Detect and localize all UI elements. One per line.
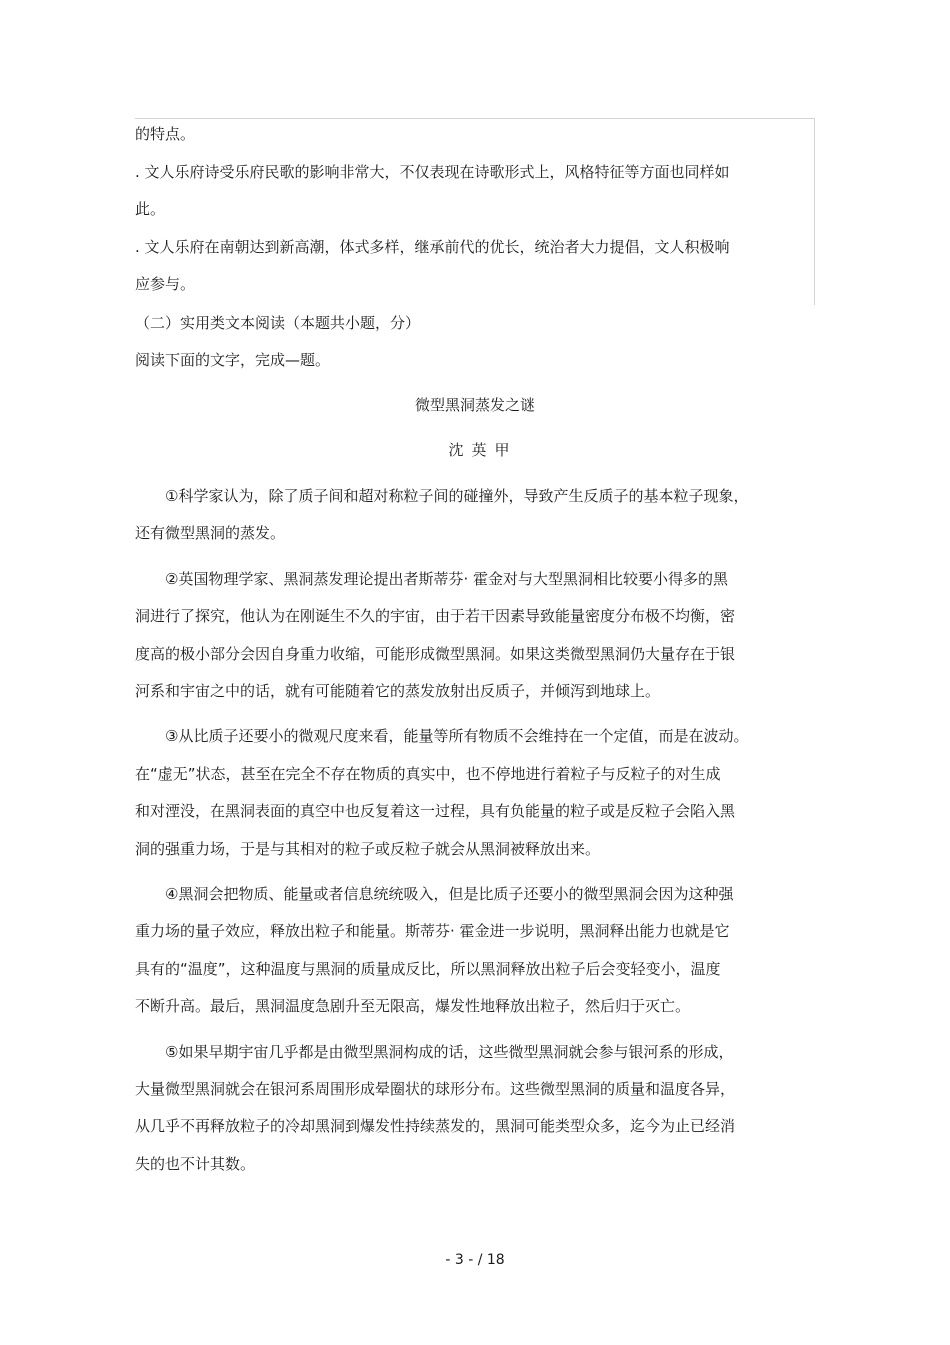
paragraph-line: 从几乎不再释放粒子的冷却黑洞到爆发性持续蒸发的，黑洞可能类型众多，迄今为止已经消 xyxy=(135,1117,736,1135)
paragraph-line: 洞进行了探究，他认为在刚诞生不久的宇宙，由于若干因素导致能量密度分布极不均衡，密 xyxy=(135,607,736,625)
question-box-border xyxy=(135,118,815,305)
paragraph-line: 度高的极小部分会因自身重力收缩，可能形成微型黑洞。如果这类微型黑洞仍大量存在于银 xyxy=(135,645,736,663)
paragraph-line: ④黑洞会把物质、能量或者信息统统吸入，但是比质子还要小的微型黑洞会因为这种强 xyxy=(135,885,734,903)
paragraph-line: 大量微型黑洞就会在银河系周围形成晕圈状的球形分布。这些微型黑洞的质量和温度各异， xyxy=(135,1080,736,1098)
article-author: 沈英甲 xyxy=(448,441,518,459)
paragraph-line: 河系和宇宙之中的话，就有可能随着它的蒸发放射出反质子，并倾泻到地球上。 xyxy=(135,682,661,700)
paragraph-line: ⑤如果早期宇宙几乎都是由微型黑洞构成的话，这些微型黑洞就会参与银河系的形成， xyxy=(135,1043,734,1061)
paragraph-line: 失的也不计其数。 xyxy=(135,1155,256,1173)
section-instruction: 阅读下面的文字，完成—题。 xyxy=(135,351,331,369)
paragraph-line: 和对湮没，在黑洞表面的真空中也反复着这一过程，具有负能量的粒子或是反粒子会陷入黑 xyxy=(135,802,736,820)
paragraph-line: ③从比质子还要小的微观尺度来看，能量等所有物质不会维持在一个定值，而是在波动。 xyxy=(135,727,749,745)
paragraph-line: ②英国物理学家、黑洞蒸发理论提出者斯蒂芬· 霍金对与大型黑洞相比较要小得多的黑 xyxy=(135,570,728,588)
box-line: . 文人乐府在南朝达到新高潮，体式多样，继承前代的优长，统治者大力提倡，文人积极响 xyxy=(135,238,730,256)
paragraph-line: 重力场的量子效应，释放出粒子和能量。斯蒂芬· 霍金进一步说明，黑洞释出能力也就是它 xyxy=(135,922,730,940)
paragraph-line: 具有的“温度”，这种温度与黑洞的质量成反比，所以黑洞释放出粒子后会变轻变小，温度 xyxy=(135,960,721,978)
box-line: 此。 xyxy=(135,200,166,218)
section-heading: （二）实用类文本阅读（本题共小题，分） xyxy=(135,314,421,332)
paragraph-line: 还有微型黑洞的蒸发。 xyxy=(135,524,286,542)
box-line: . 文人乐府诗受乐府民歌的影响非常大，不仅表现在诗歌形式上，风格特征等方面也同样如 xyxy=(135,163,730,181)
paragraph-line: ①科学家认为，除了质子间和超对称粒子间的碰撞外，导致产生反质子的基本粒子现象， xyxy=(135,487,749,505)
paragraph-line: 不断升高。最后，黑洞温度急剧升至无限高，爆发性地释放出粒子，然后归于灭亡。 xyxy=(135,997,691,1015)
paragraph-line: 洞的强重力场，于是与其相对的粒子或反粒子就会从黑洞被释放出来。 xyxy=(135,840,601,858)
page-number: - 3 - / 18 xyxy=(445,1252,505,1268)
box-line: 的特点。 xyxy=(135,125,196,143)
paragraph-line: 在“虚无”状态，甚至在完全不存在物质的真实中，也不停地进行着粒子与反粒子的对生成 xyxy=(135,765,721,783)
article-title: 微型黑洞蒸发之谜 xyxy=(414,396,535,414)
box-line: 应参与。 xyxy=(135,275,196,293)
